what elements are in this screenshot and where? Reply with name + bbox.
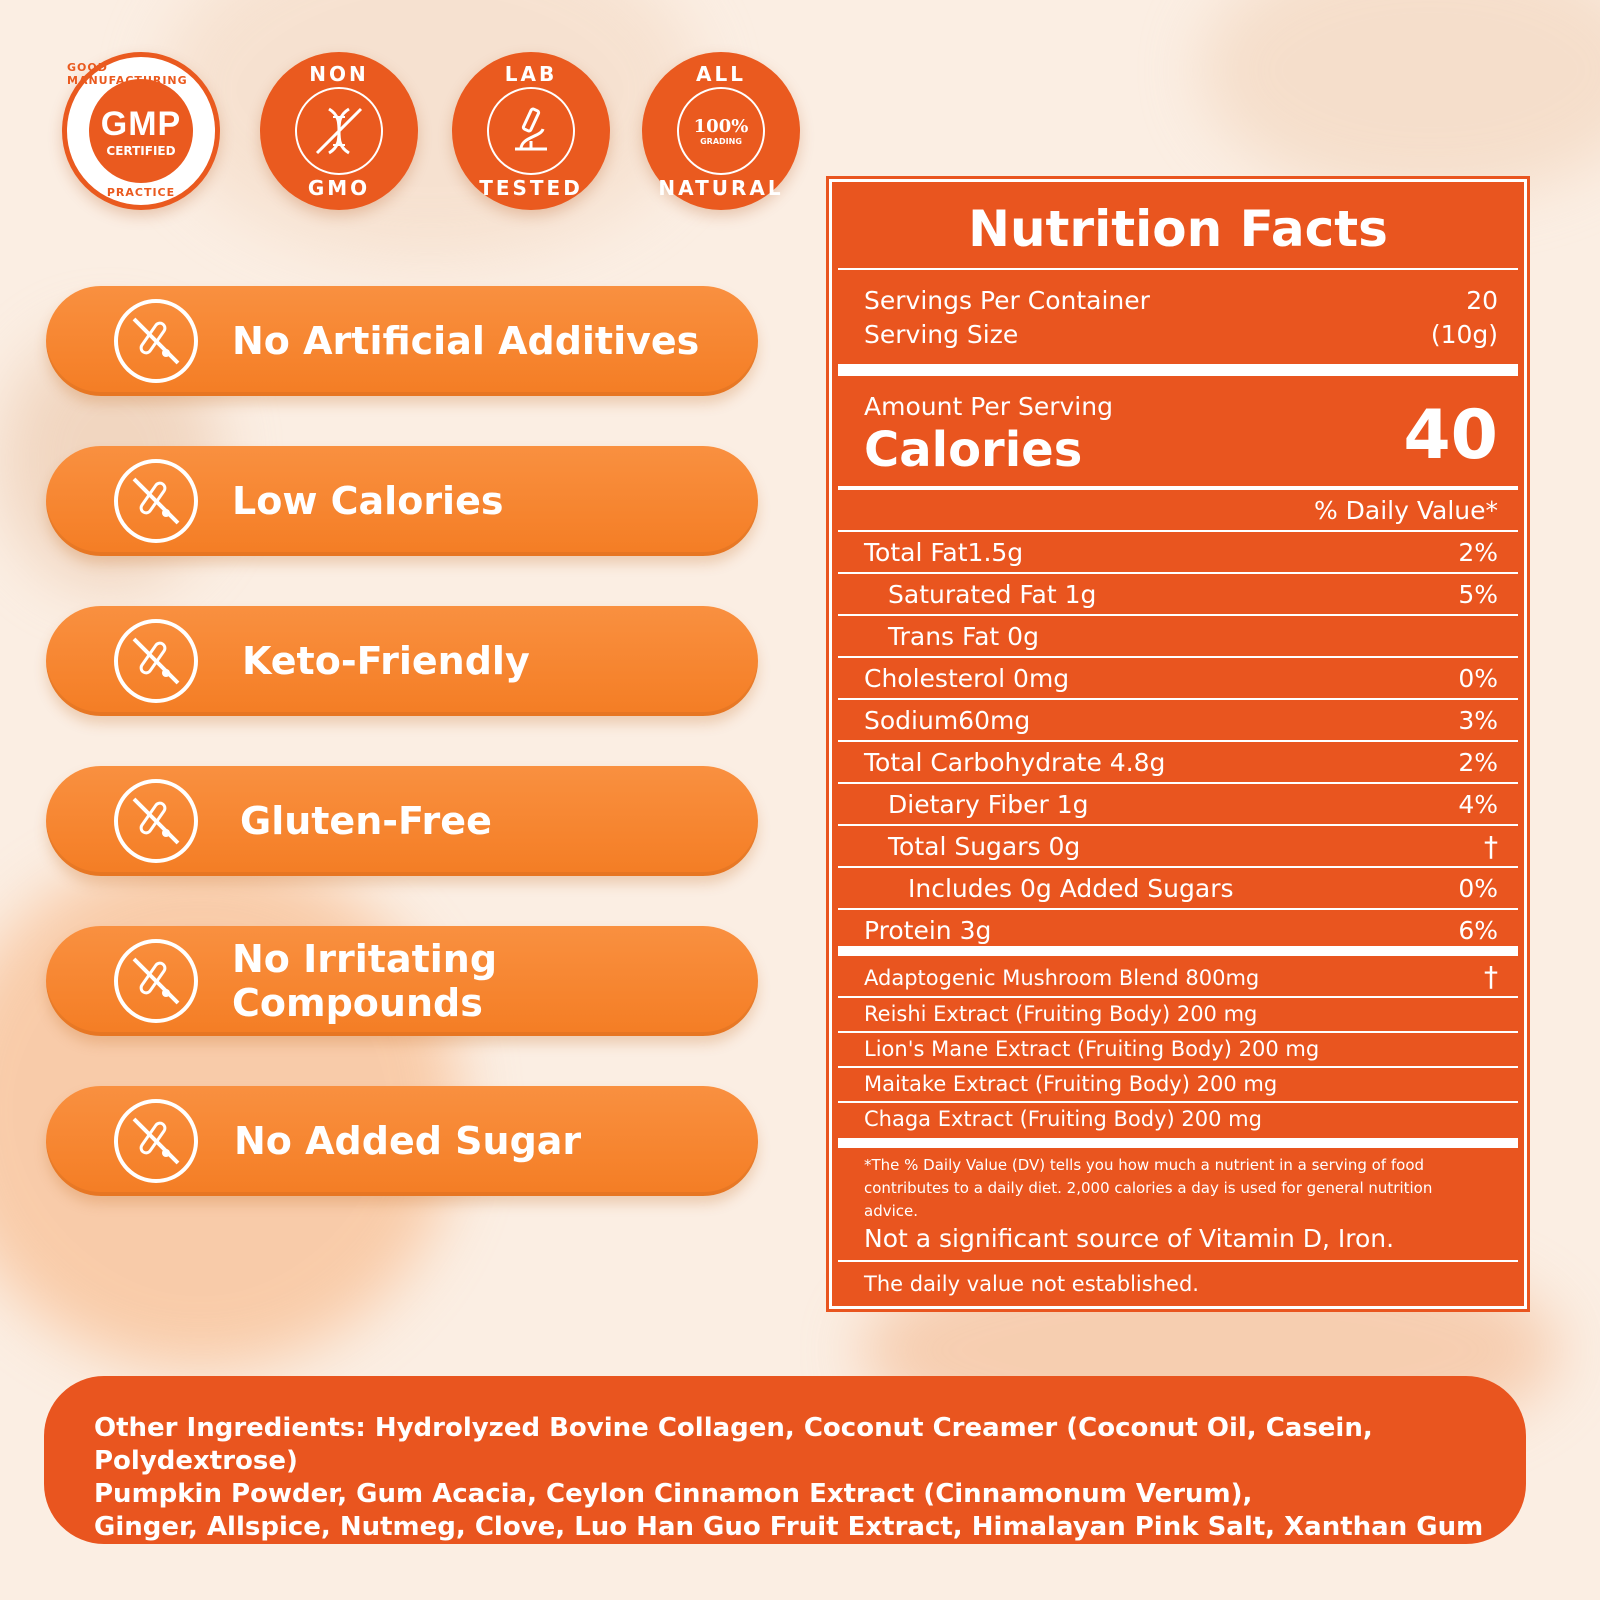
servings-label: Servings Per Container bbox=[864, 286, 1150, 315]
blend-maitake: Maitake Extract (Fruiting Body) 200 mg bbox=[864, 1072, 1278, 1096]
other-ingredients-panel bbox=[44, 1376, 1526, 1544]
not-established-note: The daily value not established. bbox=[864, 1272, 1199, 1296]
divider bbox=[838, 530, 1518, 532]
servings-value: 20 bbox=[1466, 286, 1498, 315]
divider bbox=[838, 572, 1518, 574]
nutrition-title: Nutrition Facts bbox=[968, 200, 1388, 258]
badge-gmp-bottom: PRACTICE bbox=[106, 186, 176, 199]
nutrient-saturated-fat: Saturated Fat 1g bbox=[888, 580, 1097, 609]
test-tube-crossed-icon bbox=[114, 459, 198, 543]
badge-gmp-main: GMP bbox=[100, 104, 182, 143]
all-natural-badge bbox=[642, 52, 800, 210]
test-tube-crossed-icon bbox=[114, 299, 198, 383]
test-tube-crossed-icon bbox=[114, 1099, 198, 1183]
badge-lab-bottom: TESTED bbox=[479, 176, 583, 200]
leaf-icon bbox=[677, 87, 765, 175]
divider bbox=[838, 656, 1518, 658]
feature-pill-no-added-sugar bbox=[46, 1086, 758, 1196]
nutrient-sodium: Sodium60mg bbox=[864, 706, 1031, 735]
feature-label: Keto-Friendly bbox=[242, 639, 530, 683]
feature-label: No Irritating Compounds bbox=[232, 937, 498, 1025]
nutrition-facts-panel bbox=[829, 179, 1527, 1309]
gmp-certified-badge bbox=[62, 52, 220, 210]
nutrient-total-carbohydrate: Total Carbohydrate 4.8g bbox=[864, 748, 1166, 777]
badge-all-bottom: NATURAL bbox=[658, 176, 784, 200]
feature-pill-no-irritating-compounds bbox=[46, 926, 758, 1036]
feature-label: No Added Sugar bbox=[234, 1119, 582, 1163]
badge-natural-center: 100% bbox=[693, 116, 749, 137]
feature-pill-keto-friendly bbox=[46, 606, 758, 716]
calories-value: 40 bbox=[1403, 396, 1498, 475]
divider bbox=[838, 866, 1518, 868]
daily-value-footnote: *The % Daily Value (DV) tells you how much a nutrient in a serving of food contributes to a daily diet. 2,000 calories a day is used for general nutrition advice. bbox=[864, 1156, 1433, 1220]
serving-size-value: (10g) bbox=[1430, 320, 1498, 349]
divider bbox=[838, 1066, 1518, 1068]
divider bbox=[838, 908, 1518, 910]
badge-non-gmo-bottom: GMO bbox=[307, 176, 371, 200]
test-tube-crossed-icon bbox=[114, 939, 198, 1023]
nutrient-dv: 6% bbox=[1458, 916, 1498, 945]
nutrient-trans-fat: Trans Fat 0g bbox=[888, 622, 1039, 651]
divider bbox=[838, 996, 1518, 998]
nutrient-dv: 0% bbox=[1458, 664, 1498, 693]
nutrient-protein: Protein 3g bbox=[864, 916, 992, 945]
blend-reishi: Reishi Extract (Fruiting Body) 200 mg bbox=[864, 1002, 1258, 1026]
nutrient-dv: 3% bbox=[1458, 706, 1498, 735]
divider bbox=[838, 268, 1518, 270]
badge-non-gmo-top: NON bbox=[309, 62, 369, 86]
badge-gmp-top: GOOD MANUFACTURING bbox=[67, 61, 188, 87]
badge-all-top: ALL bbox=[696, 62, 746, 86]
feature-pill-low-calories bbox=[46, 446, 758, 556]
nutrient-added-sugars: Includes 0g Added Sugars bbox=[908, 874, 1234, 903]
nutrient-dv: 4% bbox=[1458, 790, 1498, 819]
dagger-mark: † bbox=[1484, 830, 1498, 863]
feature-label: Gluten-Free bbox=[240, 799, 492, 843]
nutrient-dv: 2% bbox=[1458, 538, 1498, 567]
ingredients-line-1: Other Ingredients: Hydrolyzed Bovine Collagen, Coconut Creamer (Coconut Oil, Casein, Polydextrose) bbox=[94, 1413, 1373, 1476]
nutrient-dv: 5% bbox=[1458, 580, 1498, 609]
thick-divider bbox=[838, 364, 1518, 376]
test-tube-crossed-icon bbox=[114, 779, 198, 863]
thick-divider bbox=[838, 1138, 1518, 1148]
test-tube-crossed-icon bbox=[114, 619, 198, 703]
divider bbox=[838, 698, 1518, 700]
serving-size-label: Serving Size bbox=[864, 320, 1019, 349]
divider bbox=[838, 614, 1518, 616]
nutrient-dv: 2% bbox=[1458, 748, 1498, 777]
blend-adaptogenic-mushroom: Adaptogenic Mushroom Blend 800mg bbox=[864, 966, 1260, 990]
nutrient-dv: 0% bbox=[1458, 874, 1498, 903]
calories-label: Calories bbox=[864, 422, 1083, 478]
microscope-icon bbox=[487, 87, 575, 175]
badge-lab-top: LAB bbox=[504, 62, 558, 86]
thick-divider bbox=[838, 946, 1518, 956]
non-gmo-badge bbox=[260, 52, 418, 210]
blend-chaga: Chaga Extract (Fruiting Body) 200 mg bbox=[864, 1107, 1262, 1131]
nutrient-cholesterol: Cholesterol 0mg bbox=[864, 664, 1070, 693]
badge-gmp-sub: CERTIFIED bbox=[106, 143, 176, 158]
divider bbox=[838, 740, 1518, 742]
divider bbox=[838, 782, 1518, 784]
feature-pill-no-artificial-additives bbox=[46, 286, 758, 396]
gmp-seal bbox=[89, 79, 193, 183]
divider bbox=[838, 1101, 1518, 1103]
dna-icon bbox=[295, 87, 383, 175]
divider bbox=[838, 824, 1518, 826]
nutrient-dietary-fiber: Dietary Fiber 1g bbox=[888, 790, 1089, 819]
divider bbox=[838, 1031, 1518, 1033]
feature-pill-gluten-free bbox=[46, 766, 758, 876]
nutrient-total-sugars: Total Sugars 0g bbox=[888, 832, 1081, 861]
nutrient-total-fat: Total Fat1.5g bbox=[864, 538, 1024, 567]
daily-value-header: % Daily Value* bbox=[1313, 496, 1498, 525]
lab-tested-badge bbox=[452, 52, 610, 210]
not-significant-note: Not a significant source of Vitamin D, Iron. bbox=[864, 1224, 1395, 1253]
blend-lions-mane: Lion's Mane Extract (Fruiting Body) 200 mg bbox=[864, 1037, 1320, 1061]
divider bbox=[838, 1260, 1518, 1262]
badge-natural-center-sub: GRADING bbox=[700, 137, 742, 146]
feature-label: Low Calories bbox=[232, 479, 504, 523]
feature-label: No Artificial Additives bbox=[232, 319, 700, 363]
divider bbox=[838, 486, 1518, 490]
amount-per-serving: Amount Per Serving bbox=[864, 392, 1113, 421]
ingredients-line-2: Pumpkin Powder, Gum Acacia, Ceylon Cinnamon Extract (Cinnamonum Verum), bbox=[94, 1479, 1253, 1509]
dagger-mark: † bbox=[1484, 960, 1498, 993]
ingredients-line-3: Ginger, Allspice, Nutmeg, Clove, Luo Han Guo Fruit Extract, Himalayan Pink Salt, Xanthan Gum bbox=[94, 1512, 1484, 1542]
